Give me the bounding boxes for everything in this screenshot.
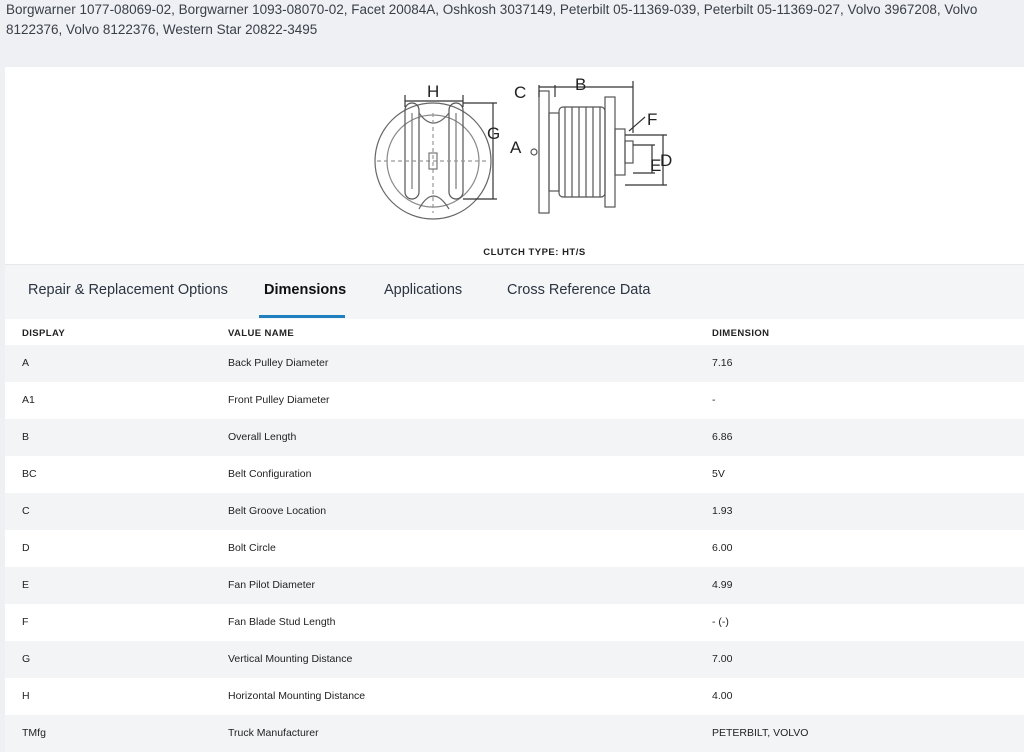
tab-applications[interactable]: Applications: [384, 282, 463, 298]
cell-dimension: 6.00: [712, 542, 733, 554]
cell-value-name: Vertical Mounting Distance: [228, 653, 353, 665]
cell-value-name: Horizontal Mounting Distance: [228, 690, 366, 702]
tab-repair-replacement-options[interactable]: Repair & Replacement Options: [28, 282, 228, 298]
table-row: [5, 715, 1024, 752]
cell-display: H: [22, 690, 30, 702]
active-tab-indicator: [259, 315, 345, 318]
cell-value-name: Overall Length: [228, 431, 297, 443]
table-row: [5, 345, 1024, 382]
cell-dimension: 4.00: [712, 690, 733, 702]
table-row: [5, 456, 1024, 493]
tab-dimensions[interactable]: Dimensions: [264, 282, 347, 298]
cell-value-name: Front Pulley Diameter: [228, 394, 330, 406]
cell-value-name: Truck Manufacturer: [228, 727, 319, 739]
diagram-label-c: C: [514, 83, 527, 102]
cell-display: C: [22, 505, 30, 517]
table-header: [5, 319, 1024, 345]
cell-value-name: Back Pulley Diameter: [228, 357, 329, 369]
dimensions-table: [5, 319, 1024, 752]
cell-display: A: [22, 357, 30, 369]
diagram-label-g: G: [487, 124, 501, 143]
tab-bar: [5, 264, 1024, 320]
clutch-type-label: CLUTCH TYPE: HT/S: [483, 247, 586, 258]
cell-value-name: Belt Groove Location: [228, 505, 327, 517]
cell-display: G: [22, 653, 31, 665]
part-cross-reference-text: Borgwarner 1077-08069-02, Borgwarner 1093-08070-02, Facet 20084A, Oshkosh 3037149, Peterbilt 05-11369-039, Peterbilt 05-11369-027, Volvo 3967208, Volvo 8122376, Volvo 8122376, Western Star 20822-3495: [6, 2, 978, 37]
cell-display: B: [22, 431, 30, 443]
cell-dimension: 6.86: [712, 431, 733, 443]
cell-display: BC: [22, 468, 37, 480]
cell-display: F: [22, 616, 29, 628]
table-row: [5, 493, 1024, 530]
column-header-display: DISPLAY: [22, 328, 66, 339]
table-row: [5, 382, 1024, 419]
cell-dimension: -: [712, 394, 716, 406]
table-row: [5, 678, 1024, 715]
diagram-label-a: A: [510, 138, 522, 157]
cell-display: A1: [22, 394, 35, 406]
cell-display: TMfg: [22, 727, 46, 739]
table-row: [5, 530, 1024, 567]
diagram-label-b: B: [575, 75, 587, 94]
column-header-dimension: DIMENSION: [712, 328, 770, 339]
table-row: [5, 419, 1024, 456]
cell-value-name: Fan Pilot Diameter: [228, 579, 315, 591]
cell-dimension: 1.93: [712, 505, 733, 517]
diagram-label-f: F: [647, 110, 658, 129]
cell-display: E: [22, 579, 30, 591]
clutch-diagram: [5, 67, 1024, 264]
cell-value-name: Bolt Circle: [228, 542, 276, 554]
cell-dimension: PETERBILT, VOLVO: [712, 727, 809, 739]
cell-value-name: Belt Configuration: [228, 468, 312, 480]
diagram-label-d: D: [660, 151, 673, 170]
cell-dimension: 7.16: [712, 357, 733, 369]
table-row: [5, 567, 1024, 604]
cell-value-name: Fan Blade Stud Length: [228, 616, 336, 628]
cell-display: D: [22, 542, 30, 554]
diagram-label-e: E: [650, 156, 662, 175]
table-row: [5, 604, 1024, 641]
cell-dimension: 7.00: [712, 653, 733, 665]
cell-dimension: 5V: [712, 468, 725, 480]
table-row: [5, 641, 1024, 678]
tab-cross-reference-data[interactable]: Cross Reference Data: [507, 282, 651, 298]
clutch-diagram-drawing: [367, 73, 687, 233]
diagram-label-h: H: [427, 82, 440, 101]
product-card: [5, 67, 1024, 746]
cell-dimension: 4.99: [712, 579, 733, 591]
cell-dimension: - (-): [712, 616, 729, 628]
column-header-value-name: VALUE NAME: [228, 328, 295, 339]
